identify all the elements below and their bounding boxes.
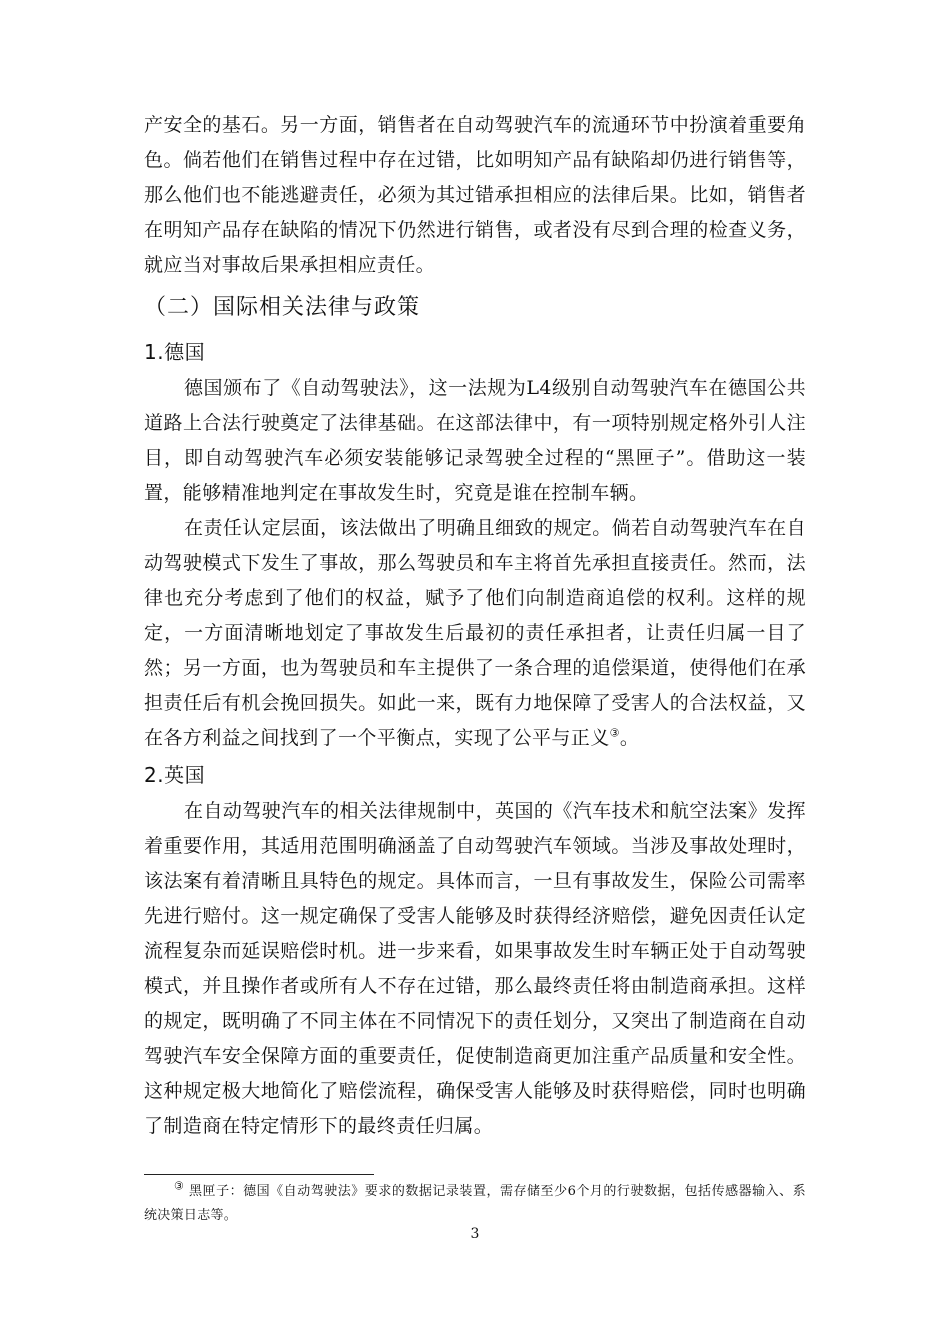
subheading-germany: 1.德国	[144, 340, 206, 364]
paragraph-germany-liability-end: 。	[619, 727, 640, 749]
paragraph-continuation: 产安全的基石。另一方面，销售者在自动驾驶汽车的流通环节中扮演着重要角色。倘若他们在销售过程中存在过错，比如明知产品有缺陷却仍进行销售等，那么他们也不能逃避责任，必须为其过错承担相应的法律后果。比如，销售者在明知产品存在缺陷的情况下仍然进行销售，或者没有尽到合理的检查义务，就应当对事故后果承担相应责任。	[144, 114, 806, 276]
subheading-uk: 2.英国	[144, 763, 206, 787]
section-heading: （二）国际相关法律与政策	[144, 295, 421, 320]
paragraph-germany-law: 德国颁布了《自动驾驶法》，这一法规为L4级别自动驾驶汽车在德国公共道路上合法行驶奠定了法律基础。在这部法律中，有一项特别规定格外引人注目，即自动驾驶汽车必须安装能够记录驾驶全过程的“黑匣子”。借助这一装置，能够精准地判定在事故发生时，究竟是谁在控制车辆。	[144, 377, 806, 504]
footnote	[144, 1180, 806, 1228]
paragraph-germany-liability	[144, 511, 806, 756]
footnote-divider	[144, 1174, 374, 1175]
paragraph-uk-law: 在自动驾驶汽车的相关法律规制中，英国的《汽车技术和航空法案》发挥着重要作用，其适用范围明确涵盖了自动驾驶汽车领域。当涉及事故处理时，该法案有着清晰且具特色的规定。具体而言，一旦有事故发生，保险公司需率先进行赔付。这一规定确保了受害人能够及时获得经济赔偿，避免因责任认定流程复杂而延误赔偿时机。进一步来看，如果事故发生时车辆正处于自动驾驶模式，并且操作者或所有人不存在过错，那么最终责任将由制造商承担。这样的规定，既明确了不同主体在不同情况下的责任划分，又突出了制造商在自动驾驶汽车安全保障方面的重要责任，促使制造商更加注重产品质量和安全性。这种规定极大地简化了赔偿流程，确保受害人能够及时获得赔偿，同时也明确了制造商在特定情形下的最终责任归属。	[144, 800, 806, 1137]
body-content	[144, 108, 806, 1144]
footnote-reference[interactable]: ③	[609, 726, 620, 740]
footnote-text: 黑匣子：德国《自动驾驶法》要求的数据记录装置，需存储至少6个月的行驶数据，包括传感器输入、系统决策日志等。	[144, 1184, 806, 1223]
paragraph-germany-liability-text: 在责任认定层面，该法做出了明确且细致的规定。倘若自动驾驶汽车在自动驾驶模式下发生了事故，那么驾驶员和车主将首先承担直接责任。然而，法律也充分考虑到了他们的权益，赋予了他们向制造商追偿的权利。这样的规定，一方面清晰地划定了事故发生后最初的责任承担者，让责任归属一目了然；另一方面，也为驾驶员和车主提供了一条合理的追偿渠道，使得他们在承担责任后有机会挽回损失。如此一来，既有力地保障了受害人的合法权益，又在各方利益之间找到了一个平衡点，实现了公平与正义	[144, 517, 806, 749]
footnote-marker: ③	[174, 1179, 185, 1193]
page-number: 3	[470, 1226, 480, 1242]
